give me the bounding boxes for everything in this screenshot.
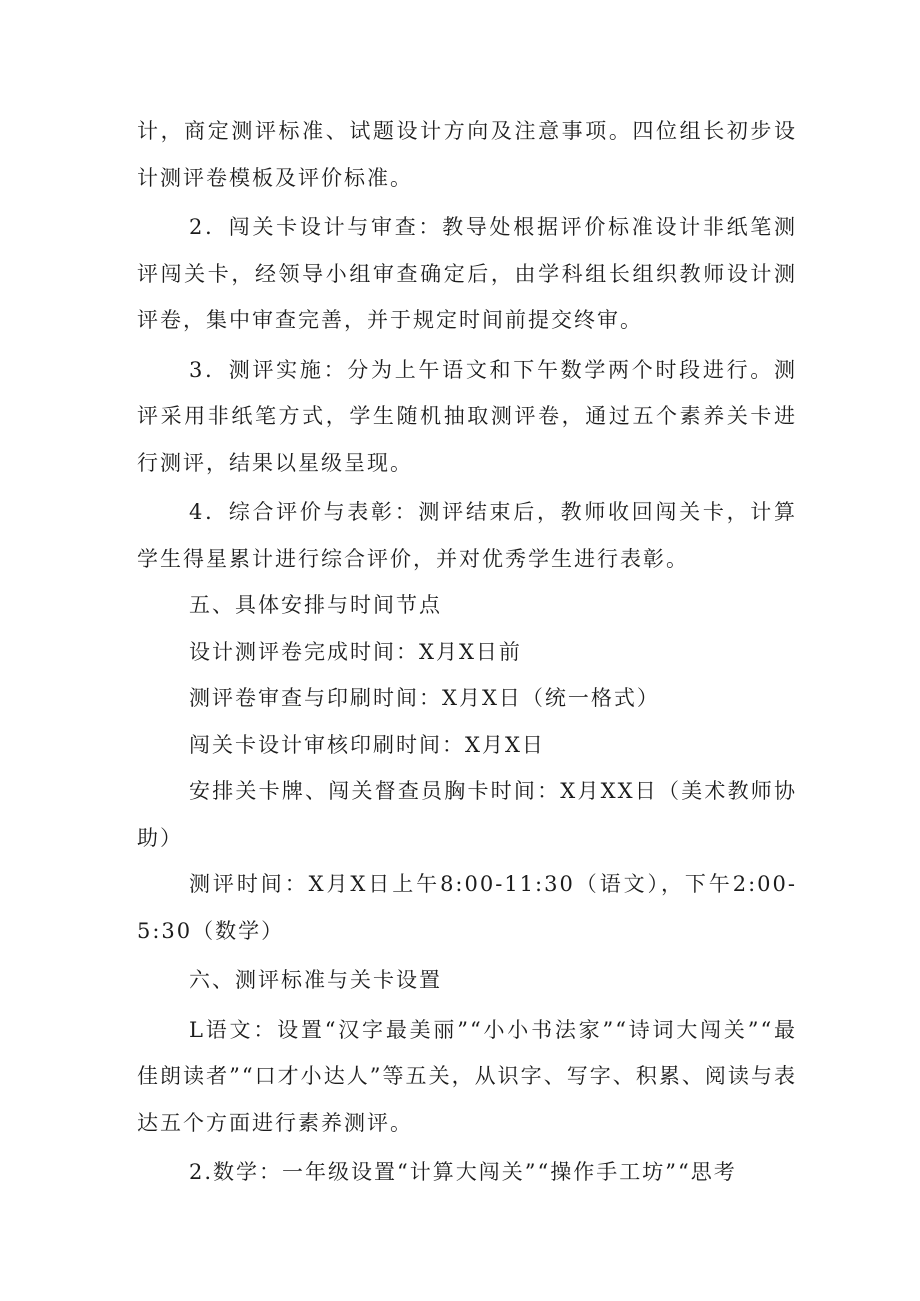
paragraph-card-design: 2．闯关卡设计与审查：教导处根据评价标准设计非纸笔测评闯关卡，经领导小组审查确定后，由学科组长组织教师设计测评卷，集中审查完善，并于规定时间前提交终审。 [137, 215, 797, 332]
schedule-item-test-time: 测评时间：X月X日上午8:00-11:30（语文），下午2:00-5:30（数学） [137, 872, 797, 943]
paragraph-chinese: L语文：设置“汉字最美丽”“小小书法家”“诗词大闯关”“最佳朗读者”“口才小达人”等五关，从识字、写字、积累、阅读与表达五个方面进行素养测评。 [137, 1017, 797, 1135]
paragraph-evaluation: 4．综合评价与表彰：测评结束后，教师收回闯关卡，计算学生得星累计进行综合评价，并对优秀学生进行表彰。 [137, 500, 797, 571]
schedule-item-card-print: 闯关卡设计审核印刷时间：X月X日 [189, 732, 545, 757]
schedule-item-review: 测评卷审查与印刷时间：X月X日（统一格式） [189, 686, 660, 710]
paragraph-math: 2.数学：一年级设置“计算大闯关”“操作手工坊”“思考 [189, 1160, 737, 1184]
paragraph-continuation: 计，商定测评标准、试题设计方向及注意事项。四位组长初步设计测评卷模板及评价标准。 [137, 119, 797, 190]
document-body [137, 108, 797, 1196]
schedule-item-design: 设计测评卷完成时间：X月X日前 [189, 639, 522, 664]
section-heading-standards: 六、测评标准与关卡设置 [189, 968, 442, 992]
paragraph-implementation: 3．测评实施：分为上午语文和下午数学两个时段进行。测评采用非纸笔方式，学生随机抽取测评卷，通过五个素养关卡进行测评，结果以星级呈现。 [137, 357, 797, 475]
schedule-item-badges: 安排关卡牌、闯关督查员胸卡时间：X月XX日（美术教师协助） [137, 779, 797, 850]
section-heading-schedule: 五、具体安排与时间节点 [189, 593, 442, 617]
